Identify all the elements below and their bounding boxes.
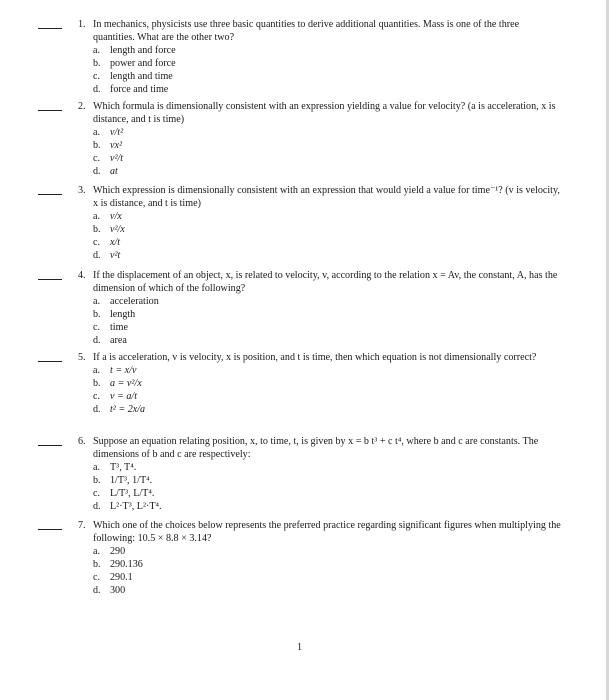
choice-list [93,545,563,597]
choice-list [93,210,563,262]
choice-b: b. a = v²/x [93,378,142,390]
question-number: 3. [78,185,86,196]
question-number: 4. [78,270,86,281]
choice-list [93,461,563,513]
choice-d: d. v²t [93,250,121,262]
question-number: 2. [78,101,86,112]
choice-b: b. power and force [93,58,176,70]
choice-c: c. 290.1 [93,572,133,584]
question-text: Which formula is dimensionally consistent with an expression yielding a value for velocity? (a is acceleration, x is distance, and t is time) [93,101,556,126]
choice-a: a. length and force [93,45,176,57]
choice-b: b. length [93,309,136,321]
choice-d: d. area [93,335,127,347]
choice-a: a. acceleration [93,296,159,308]
choice-d: d. L²·T³, L²·T⁴. [93,501,162,513]
choice-d: d. t² = 2x/a [93,404,146,416]
choice-list [93,364,563,416]
choice-d: d. at [93,166,118,178]
question-text: Which one of the choices below represents the preferred practice regarding significant figures when multiplying the following: 10.5 × 8.8 × 3.14? [93,520,561,545]
choice-b: b. v²/x [93,224,125,236]
question-number: 6. [78,436,86,447]
answer-blank-4[interactable] [38,279,62,280]
choice-c: c. x/t [93,237,121,249]
answer-blank-2[interactable] [38,110,62,111]
answer-blank-7[interactable] [38,529,62,530]
question-number: 7. [78,520,86,531]
choice-a: a. 290 [93,546,126,558]
question-text: If a is acceleration, v is velocity, x is position, and t is time, then which equation is not dimensionally correct? [93,352,537,363]
question-text: Which expression is dimensionally consistent with an expression that would yield a value for time⁻¹? (v is velocity, x is distance, and t is time) [93,185,560,210]
answer-blank-1[interactable] [38,28,62,29]
choice-list [93,126,563,178]
choice-b: b. vx² [93,140,122,152]
page-number: 1 [297,642,303,653]
question-text: In mechanics, physicists use three basic quantities to derive additional quantities. Mass is one of the three quantities. What are the other two? [93,19,520,44]
question-number: 5. [78,352,86,363]
choice-b: b. 1/T³, 1/T⁴. [93,475,153,487]
choice-c: c. time [93,322,128,334]
question-number: 1. [78,19,86,30]
choice-b: b. 290.136 [93,559,143,571]
question-text: Suppose an equation relating position, x, to time, t, is given by x = b t³ + c t⁴, where b and c are constants. The dimensions of b and c are respectively: [93,436,539,461]
choice-a: a. T³, T⁴. [93,462,137,474]
answer-blank-3[interactable] [38,194,62,195]
choice-c: c. length and time [93,71,173,83]
choice-d: d. 300 [93,585,126,597]
choice-c: c. v²/t [93,153,124,165]
choice-c: c. L/T³, L/T⁴. [93,488,155,500]
choice-list [93,295,563,347]
choice-list [93,44,563,96]
answer-blank-5[interactable] [38,361,62,362]
choice-a: a. v/t² [93,127,124,139]
choice-c: c. v = a/t [93,391,137,403]
choice-a: a. v/x [93,211,122,223]
choice-a: a. t = x/v [93,365,137,377]
question-text: If the displacement of an object, x, is related to velocity, v, according to the relation x = Av, the constant, A, has the dimension of which of the following? [93,270,558,295]
choice-d: d. force and time [93,84,169,96]
answer-blank-6[interactable] [38,445,62,446]
